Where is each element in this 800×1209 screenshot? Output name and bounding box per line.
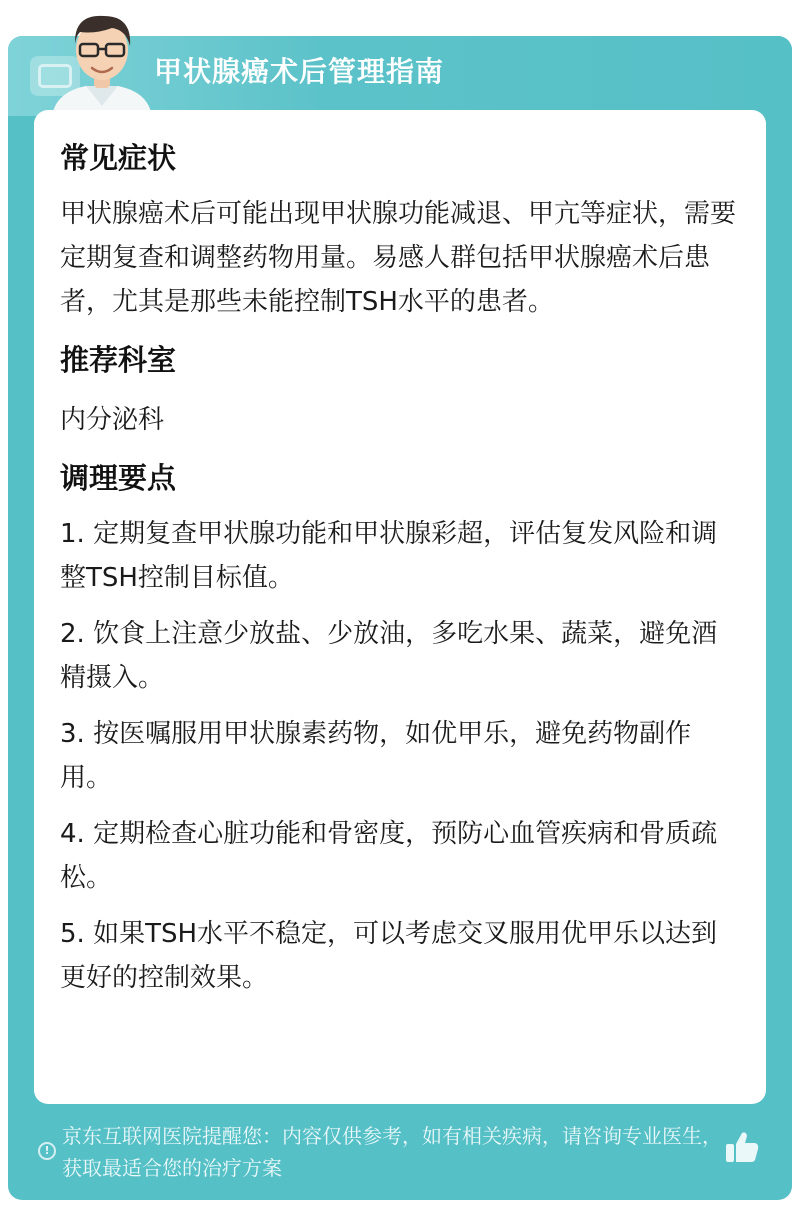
list-item: 3. 按医嘱服用甲状腺素药物，如优甲乐，避免药物副作用。	[60, 719, 692, 793]
info-circle-icon: !	[38, 1142, 56, 1160]
list-item: 1. 定期复查甲状腺功能和甲状腺彩超，评估复发风险和调整TSH控制目标值。	[60, 519, 718, 593]
list-item: 4. 定期检查心脏功能和骨密度，预防心血管疾病和骨质疏松。	[60, 819, 718, 893]
page-title: 甲状腺癌术后管理指南	[154, 55, 445, 88]
section-title-symptoms: 常见症状	[60, 141, 177, 175]
content-card	[34, 110, 766, 1104]
thumbs-up-icon[interactable]	[724, 1130, 760, 1164]
list-item: 5. 如果TSH水平不稳定，可以考虑交叉服用优甲乐以达到更好的控制效果。	[60, 919, 718, 993]
section-title-department: 推荐科室	[60, 343, 177, 377]
doctor-avatar	[46, 6, 158, 116]
section-title-care: 调理要点	[60, 461, 177, 495]
section-body-department: 内分泌科	[60, 405, 165, 435]
footer-notice: 京东互联网医院提醒您：内容仅供参考，如有相关疾病，请咨询专业医生，获取最适合您的治疗方案	[62, 1124, 722, 1180]
care-list	[60, 512, 740, 1000]
section-body-symptoms: 甲状腺癌术后可能出现甲状腺功能减退、甲亢等症状，需要定期复查和调整药物用量。易感人群包括甲状腺癌术后患者，尤其是那些未能控制TSH水平的患者。	[60, 199, 737, 317]
list-item: 2. 饮食上注意少放盐、少放油，多吃水果、蔬菜，避免酒精摄入。	[60, 619, 718, 693]
